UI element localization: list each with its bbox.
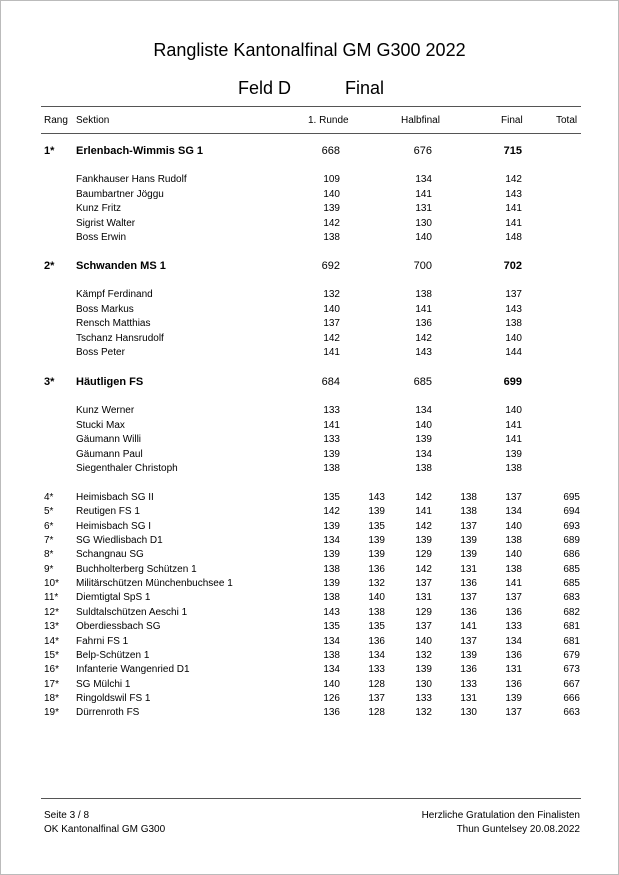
row-sektion: Fahrni FS 1 (76, 635, 129, 647)
row-sektion: SG Mülchi 1 (76, 678, 131, 690)
member-final: 144 (505, 347, 522, 358)
row-final: 134 (505, 635, 522, 647)
row-halbfinal-a: 142 (415, 520, 432, 532)
row-final: 136 (505, 649, 522, 661)
member-row (0, 420, 619, 434)
row-runde1-a: 142 (323, 506, 340, 518)
table-row (0, 578, 619, 592)
row-runde1-a: 135 (323, 492, 340, 503)
table-row (0, 650, 619, 664)
row-total: 685 (563, 563, 580, 575)
footer-org: OK Kantonalfinal GM G300 (44, 824, 166, 835)
member-name: Kunz Fritz (76, 203, 122, 214)
header-top-rule (41, 106, 581, 107)
member-final: 139 (505, 448, 522, 460)
row-total: 683 (563, 592, 580, 604)
row-halbfinal-b: 130 (460, 707, 477, 719)
row-halbfinal-a: 139 (415, 535, 432, 547)
member-final: 141 (505, 203, 522, 214)
row-runde1-b: 139 (368, 549, 385, 561)
row-runde1-b: 134 (368, 649, 385, 661)
member-halbfinal: 136 (415, 318, 432, 329)
footer-page: Seite 3 / 8 (44, 810, 90, 821)
row-halbfinal-a: 130 (415, 678, 432, 690)
row-final: 131 (505, 664, 522, 676)
member-final: 138 (505, 318, 522, 329)
row-runde1-b: 136 (368, 635, 385, 647)
member-runde1: 137 (323, 318, 340, 329)
member-row (0, 304, 619, 318)
row-rank: 13* (44, 621, 60, 633)
row-total: 685 (563, 578, 580, 590)
row-runde1-b: 139 (368, 506, 385, 518)
member-name: Kämpf Ferdinand (76, 289, 153, 300)
table-row (0, 607, 619, 621)
team-halbfinal: 685 (413, 376, 432, 388)
row-sektion: Schangnau SG (76, 549, 144, 561)
member-final: 138 (505, 463, 522, 474)
row-runde1-a: 138 (323, 563, 340, 575)
member-halbfinal: 134 (415, 405, 432, 416)
header-total: Total (556, 115, 578, 126)
row-final: 136 (505, 606, 522, 618)
member-runde1: 138 (323, 463, 340, 474)
row-runde1-a: 139 (323, 578, 340, 590)
row-halbfinal-b: 139 (460, 649, 477, 661)
member-halbfinal: 141 (415, 188, 432, 200)
row-sektion: Diemtigtal SpS 1 (76, 592, 151, 604)
row-halbfinal-a: 129 (415, 549, 432, 561)
row-final: 138 (505, 535, 522, 547)
member-halbfinal: 140 (415, 419, 432, 431)
header-final: Final (501, 115, 523, 126)
row-halbfinal-b: 136 (460, 606, 477, 618)
row-rank: 6* (44, 520, 54, 532)
footer-rule (41, 798, 581, 799)
member-row (0, 232, 619, 246)
row-runde1-b: 135 (368, 621, 385, 633)
row-runde1-b: 139 (368, 535, 385, 547)
member-runde1: 140 (323, 188, 340, 200)
team-name: Schwanden MS 1 (76, 260, 166, 272)
row-sektion: Heimisbach SG I (76, 520, 152, 532)
row-halbfinal-a: 142 (415, 563, 432, 575)
member-runde1: 139 (323, 448, 340, 460)
row-rank: 5* (44, 506, 54, 518)
row-rank: 8* (44, 549, 54, 561)
row-total: 681 (563, 621, 580, 633)
team-row (0, 260, 619, 274)
row-total: 694 (563, 506, 580, 518)
row-rank: 12* (44, 606, 60, 618)
row-sektion: Militärschützen Münchenbuchsee 1 (76, 578, 233, 590)
row-total: 679 (563, 649, 580, 661)
team-final: 715 (503, 145, 522, 157)
row-sektion: Buchholterberg Schützen 1 (76, 563, 197, 575)
team-final: 699 (503, 376, 522, 388)
member-row (0, 405, 619, 419)
field-label: Feld D (238, 78, 292, 98)
table-row (0, 535, 619, 549)
phase-label: Final (345, 78, 385, 98)
member-row (0, 463, 619, 477)
row-final: 134 (505, 506, 522, 518)
row-final: 133 (505, 621, 522, 633)
team-halbfinal: 700 (413, 260, 432, 272)
member-runde1: 132 (323, 289, 340, 300)
header-bottom-rule (41, 133, 581, 134)
member-name: Boss Markus (76, 303, 134, 315)
member-row (0, 347, 619, 361)
member-row (0, 318, 619, 332)
member-runde1: 133 (323, 434, 340, 445)
row-runde1-b: 136 (368, 563, 385, 575)
row-rank: 16* (44, 664, 60, 676)
row-halbfinal-b: 139 (460, 535, 477, 547)
row-halbfinal-a: 131 (415, 592, 432, 604)
row-final: 139 (505, 692, 522, 704)
member-halbfinal: 138 (415, 463, 432, 474)
member-name: Boss Erwin (76, 232, 127, 243)
row-runde1-a: 135 (323, 621, 340, 633)
row-runde1-b: 138 (368, 606, 385, 618)
member-row (0, 203, 619, 217)
member-halbfinal: 130 (415, 217, 432, 229)
member-halbfinal: 139 (415, 434, 432, 445)
header-rang: Rang (44, 115, 68, 126)
row-rank: 18* (44, 692, 60, 704)
team-rank: 1* (44, 145, 55, 157)
row-final: 137 (505, 707, 522, 719)
row-final: 141 (505, 578, 522, 590)
row-runde1-b: 128 (368, 678, 385, 690)
row-final: 136 (505, 678, 522, 690)
document-title: Rangliste Kantonalfinal GM G300 2022 (153, 40, 466, 60)
row-total: 667 (563, 678, 580, 690)
member-final: 140 (505, 332, 522, 344)
row-runde1-b: 128 (368, 707, 385, 719)
row-runde1-a: 134 (323, 535, 340, 547)
row-halbfinal-a: 137 (415, 621, 432, 633)
table-row (0, 621, 619, 635)
member-name: Fankhauser Hans Rudolf (76, 174, 187, 185)
row-total: 689 (563, 535, 580, 547)
table-row (0, 636, 619, 650)
row-halbfinal-a: 132 (415, 649, 432, 661)
row-total: 673 (563, 664, 580, 676)
member-name: Sigrist Walter (76, 217, 136, 229)
table-row (0, 549, 619, 563)
row-total: 682 (563, 606, 580, 618)
member-name: Siegenthaler Christoph (76, 463, 178, 474)
row-halbfinal-a: 137 (415, 578, 432, 590)
member-halbfinal: 134 (415, 448, 432, 460)
row-halbfinal-b: 139 (460, 549, 477, 561)
member-name: Baumbartner Jöggu (76, 188, 164, 200)
row-total: 693 (563, 520, 580, 532)
row-halbfinal-b: 136 (460, 664, 477, 676)
row-halbfinal-a: 139 (415, 664, 432, 676)
row-halbfinal-a: 140 (415, 635, 432, 647)
row-runde1-b: 137 (368, 692, 385, 704)
row-runde1-a: 138 (323, 592, 340, 604)
row-halbfinal-a: 141 (415, 506, 432, 518)
row-runde1-b: 133 (368, 664, 385, 676)
row-halbfinal-b: 133 (460, 678, 477, 690)
member-row (0, 189, 619, 203)
row-rank: 17* (44, 678, 60, 690)
row-halbfinal-b: 137 (460, 592, 477, 604)
member-runde1: 141 (323, 419, 340, 431)
row-sektion: SG Wiedlisbach D1 (76, 535, 163, 547)
member-name: Gäumann Paul (76, 448, 143, 460)
row-halbfinal-b: 138 (460, 506, 477, 518)
row-total: 666 (563, 692, 580, 704)
member-halbfinal: 134 (415, 174, 432, 185)
member-row (0, 174, 619, 188)
member-runde1: 141 (323, 347, 340, 358)
member-halbfinal: 140 (415, 232, 432, 243)
row-runde1-b: 143 (368, 492, 385, 503)
footer-congrats: Herzliche Gratulation den Finalisten (421, 810, 580, 821)
member-row (0, 333, 619, 347)
header-halbfinal: Halbfinal (401, 115, 440, 126)
team-row (0, 376, 619, 390)
member-name: Rensch Matthias (76, 318, 151, 329)
row-rank: 7* (44, 535, 54, 547)
member-halbfinal: 143 (415, 347, 432, 358)
row-rank: 11* (44, 592, 59, 604)
table-row (0, 707, 619, 721)
row-halbfinal-b: 131 (460, 563, 477, 575)
row-halbfinal-a: 129 (415, 606, 432, 618)
member-halbfinal: 138 (415, 289, 432, 300)
team-rank: 2* (44, 260, 55, 272)
team-runde1: 684 (321, 376, 340, 388)
row-rank: 4* (44, 492, 54, 503)
row-total: 681 (563, 635, 580, 647)
member-name: Tschanz Hansrudolf (76, 332, 164, 344)
member-halbfinal: 141 (415, 303, 432, 315)
row-runde1-a: 134 (323, 635, 340, 647)
member-final: 148 (505, 232, 522, 243)
row-total: 663 (563, 707, 580, 719)
team-name: Häutligen FS (76, 376, 144, 388)
row-rank: 14* (44, 635, 60, 647)
table-row (0, 679, 619, 693)
member-runde1: 133 (323, 405, 340, 416)
row-runde1-a: 140 (323, 678, 340, 690)
member-name: Gäumann Willi (76, 434, 142, 445)
footer-place-date: Thun Guntelsey 20.08.2022 (456, 824, 580, 835)
row-runde1-a: 139 (323, 549, 340, 561)
member-final: 143 (505, 303, 522, 315)
row-runde1-b: 135 (368, 520, 385, 532)
team-runde1: 692 (321, 260, 340, 272)
table-row (0, 521, 619, 535)
row-halbfinal-b: 137 (460, 635, 477, 647)
row-rank: 19* (44, 707, 60, 719)
header-runde1: 1. Runde (308, 115, 349, 126)
row-final: 140 (505, 520, 522, 532)
member-halbfinal: 142 (415, 332, 432, 344)
member-row (0, 434, 619, 448)
member-final: 141 (505, 434, 522, 445)
row-final: 140 (505, 549, 522, 561)
row-rank: 15* (44, 649, 60, 661)
row-runde1-a: 134 (323, 664, 340, 676)
header-sektion: Sektion (76, 115, 110, 126)
table-row (0, 592, 619, 606)
row-sektion: Oberdiessbach SG (76, 621, 161, 633)
member-row (0, 218, 619, 232)
member-name: Boss Peter (76, 347, 125, 358)
team-rank: 3* (44, 376, 55, 388)
row-runde1-a: 138 (323, 649, 340, 661)
member-row (0, 289, 619, 303)
row-runde1-a: 143 (323, 606, 340, 618)
team-row (0, 145, 619, 159)
row-halbfinal-a: 142 (415, 492, 432, 503)
member-final: 142 (505, 174, 522, 185)
member-runde1: 142 (323, 332, 340, 344)
row-halbfinal-b: 138 (460, 492, 477, 503)
row-sektion: Dürrenroth FS (76, 707, 140, 719)
member-final: 143 (505, 188, 522, 200)
member-name: Kunz Werner (76, 405, 135, 416)
member-halbfinal: 131 (415, 203, 432, 214)
row-sektion: Belp-Schützen 1 (76, 649, 150, 661)
row-sektion: Ringoldswil FS 1 (76, 692, 151, 704)
member-final: 141 (505, 419, 522, 431)
row-final: 138 (505, 563, 522, 575)
member-name: Stucki Max (76, 419, 125, 431)
table-row (0, 564, 619, 578)
row-total: 695 (563, 492, 580, 503)
team-name: Erlenbach-Wimmis SG 1 (76, 145, 204, 157)
row-runde1-b: 140 (368, 592, 385, 604)
row-sektion: Suldtalschützen Aeschi 1 (76, 606, 188, 618)
team-final: 702 (503, 260, 522, 272)
row-halbfinal-b: 131 (460, 692, 477, 704)
row-runde1-a: 136 (323, 707, 340, 719)
member-runde1: 138 (323, 232, 340, 243)
table-row (0, 492, 619, 506)
table-row (0, 693, 619, 707)
row-sektion: Heimisbach SG II (76, 492, 154, 503)
row-halbfinal-b: 136 (460, 578, 477, 590)
row-halbfinal-b: 141 (460, 621, 477, 633)
member-runde1: 109 (323, 174, 340, 185)
team-halbfinal: 676 (413, 145, 432, 157)
row-final: 137 (505, 492, 522, 503)
row-runde1-a: 139 (323, 520, 340, 532)
row-total: 686 (563, 549, 580, 561)
member-runde1: 140 (323, 303, 340, 315)
member-final: 137 (505, 289, 522, 300)
row-runde1-a: 126 (323, 692, 340, 704)
row-halbfinal-b: 137 (460, 520, 477, 532)
row-rank: 9* (44, 563, 54, 575)
row-sektion: Reutigen FS 1 (76, 506, 140, 518)
member-row (0, 449, 619, 463)
row-runde1-b: 132 (368, 578, 385, 590)
member-runde1: 139 (323, 203, 340, 214)
table-row (0, 664, 619, 678)
row-halbfinal-a: 133 (415, 692, 432, 704)
member-final: 141 (505, 217, 522, 229)
row-rank: 10* (44, 578, 60, 590)
member-runde1: 142 (323, 217, 340, 229)
table-row (0, 506, 619, 520)
team-runde1: 668 (321, 145, 340, 157)
row-halbfinal-a: 132 (415, 707, 432, 719)
member-final: 140 (505, 405, 522, 416)
row-sektion: Infanterie Wangenried D1 (76, 664, 190, 676)
row-final: 137 (505, 592, 522, 604)
